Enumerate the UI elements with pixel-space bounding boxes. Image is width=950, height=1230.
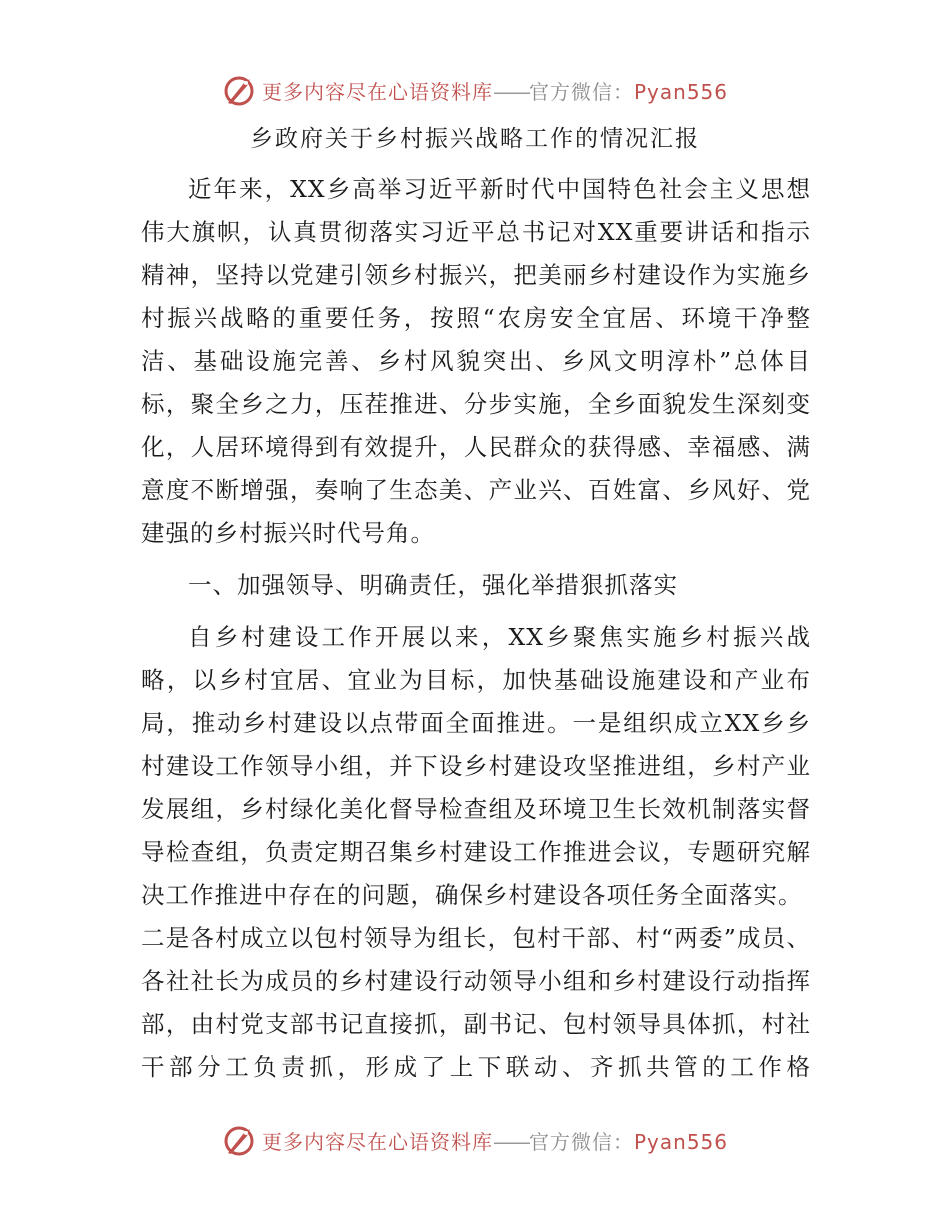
banner-wechat-id: Pyan556 [633,1129,728,1154]
document-title: 乡政府关于乡村振兴战略工作的情况汇报 [250,126,700,152]
paragraph-section-1-cont: 二是各村成立以包村领导为组长，包村干部、村“两委”成员、各社社长为成员的乡村建设行动领导小组和乡村建设行动指挥部，由村党支部书记直接抓，副书记、包村领导具体抓，村社干部分工负责抓，形成了上下联动、齐抓共管的工作格 [141,924,811,1081]
banner-main-text: 更多内容尽在心语资料库 [261,1129,493,1154]
paragraph-section-1: 自乡村建设工作开展以来，XX乡聚焦实施乡村振兴战略，以乡村宜居、宜业为目标，加快基础设施建设和产业布局，推动乡村建设以点带面全面推进。一是组织成立XX乡乡村建设工作领导小组，并下设乡村建设攻坚推进组，乡村产业发展组，乡村绿化美化督导检查组及环境卫生长效机制落实督导检查组，负责定期召集乡村建设工作推进会议，专题研究解决工作推进中存在的问题，确保乡村建设各项任务全面落实。 [141,623,811,909]
document-body [141,168,811,1089]
header-banner [0,68,950,112]
banner-dash: —— [492,79,529,104]
banner-dash: —— [492,1129,529,1154]
banner-wechat-label: 官方微信： [528,1129,634,1154]
banner-wechat-id: Pyan556 [633,79,728,104]
pen-nib-circle-icon [222,73,256,107]
paragraph-intro: 近年来，XX乡高举习近平新时代中国特色社会主义思想伟大旗帜，认真贯彻落实习近平总书记对XX重要讲话和指示精神，坚持以党建引领乡村振兴，把美丽乡村建设作为实施乡村振兴战略的重要任务，按照“农房安全宜居、环境干净整洁、基础设施完善、乡村风貌突出、乡风文明淳朴”总体目标，聚全乡之力，压茬推进、分步实施，全乡面貌发生深刻变化，人居环境得到有效提升，人民群众的获得感、幸福感、满意度不断增强，奏响了生态美、产业兴、百姓富、乡风好、党建强的乡村振兴时代号角。 [141,175,811,547]
banner-text [262,1126,728,1155]
pen-nib-circle-icon [222,1123,256,1157]
banner-wechat-label: 官方微信： [528,79,634,104]
banner-text [262,76,728,105]
footer-banner [0,1118,950,1162]
banner-main-text: 更多内容尽在心语资料库 [261,79,493,104]
section-heading-1: 一、加强领导、明确责任，强化举措狠抓落实 [188,571,678,599]
